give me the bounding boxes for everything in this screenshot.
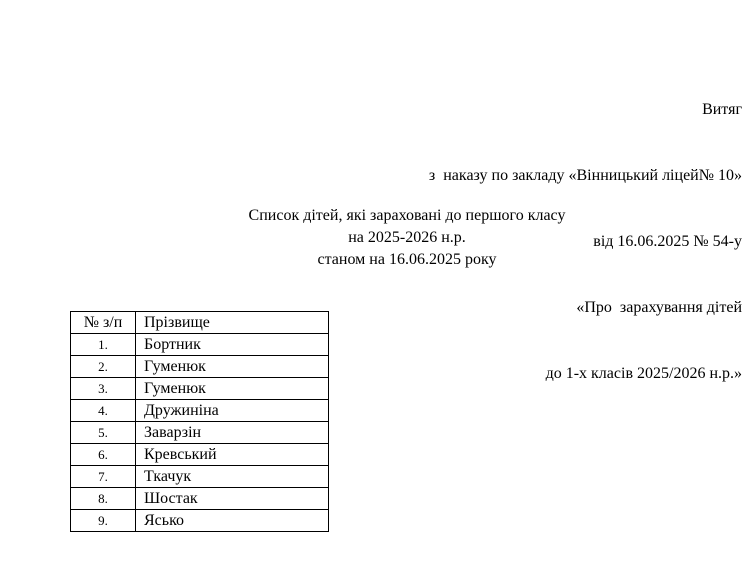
row-surname: Заварзін bbox=[136, 422, 329, 444]
row-number: 7. bbox=[71, 466, 136, 488]
header-line-title: Витяг bbox=[702, 101, 742, 118]
table-row bbox=[71, 466, 329, 488]
header-line-subject: «Про зарахування дітей bbox=[576, 299, 742, 316]
title-line-main: Список дітей, які зараховані до першого класу bbox=[248, 207, 566, 224]
row-surname: Шостак bbox=[136, 488, 329, 510]
row-number: 5. bbox=[71, 422, 136, 444]
title-line-date: станом на 16.06.2025 року bbox=[317, 251, 497, 268]
row-surname: Гуменюк bbox=[136, 356, 329, 378]
header-line-order: з наказу по закладу «Вінницький ліцей№ 10» bbox=[428, 167, 742, 184]
row-surname: Гуменюк bbox=[136, 378, 329, 400]
enrolled-children-table bbox=[70, 311, 329, 532]
table-row bbox=[71, 444, 329, 466]
row-surname: Дружиніна bbox=[136, 400, 329, 422]
table-row bbox=[71, 400, 329, 422]
table-row bbox=[71, 422, 329, 444]
list-title bbox=[0, 205, 756, 271]
row-number: 8. bbox=[71, 488, 136, 510]
row-surname: Кревський bbox=[136, 444, 329, 466]
row-number: 1. bbox=[71, 334, 136, 356]
table-header-row bbox=[71, 312, 329, 334]
table-row bbox=[71, 378, 329, 400]
row-number: 3. bbox=[71, 378, 136, 400]
title-line-year: на 2025-2026 н.р. bbox=[348, 229, 466, 246]
row-surname: Ясько bbox=[136, 510, 329, 532]
column-header-number: № з/п bbox=[71, 312, 136, 334]
table-row bbox=[71, 510, 329, 532]
row-number: 6. bbox=[71, 444, 136, 466]
row-number: 9. bbox=[71, 510, 136, 532]
row-number: 4. bbox=[71, 400, 136, 422]
table-row bbox=[71, 356, 329, 378]
row-surname: Бортник bbox=[136, 334, 329, 356]
column-header-surname: Прізвище bbox=[136, 312, 329, 334]
header-line-year: до 1-х класів 2025/2026 н.р.» bbox=[545, 365, 742, 382]
table-row bbox=[71, 488, 329, 510]
row-number: 2. bbox=[71, 356, 136, 378]
header-line-date: від 16.06.2025 № 54-у bbox=[593, 233, 742, 250]
table-row bbox=[71, 334, 329, 356]
row-surname: Ткачук bbox=[136, 466, 329, 488]
